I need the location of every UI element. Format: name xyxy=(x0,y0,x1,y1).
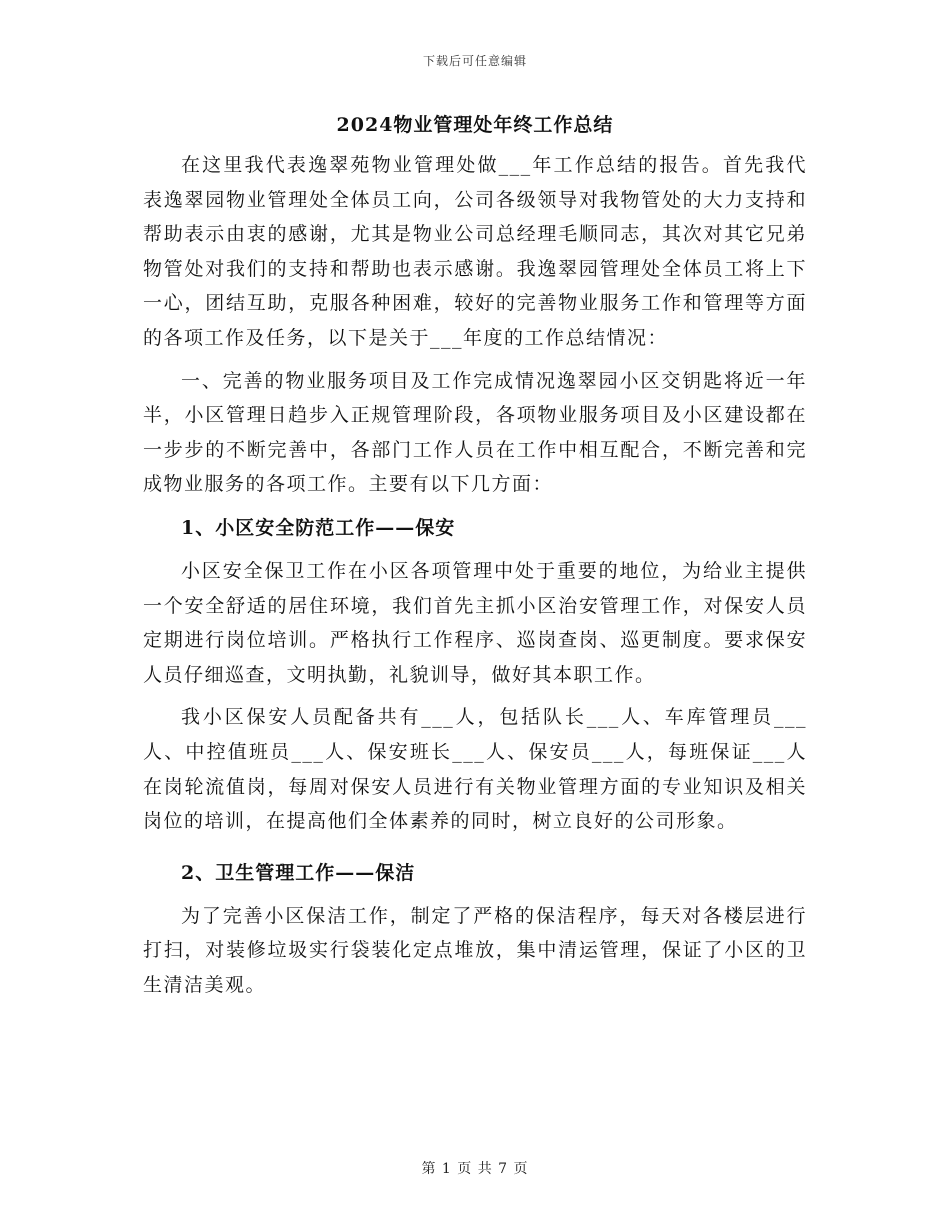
paragraph-security-staff: 我小区保安人员配备共有___人，包括队长___人、车库管理员___人、中控值班员___人、保安班长___人、保安员___人，每班保证___人在岗轮流值岗，每周对保安人员进行有关物业管理方面的专业知识及相关岗位的培训，在提高他们全体素养的同时，树立良好的公司形象。 xyxy=(143,706,807,833)
header-note: 下载后可任意编辑 xyxy=(422,54,527,68)
document-body xyxy=(143,108,807,1002)
paragraph-intro: 在这里我代表逸翠苑物业管理处做___年工作总结的报告。首先我代表逸翠园物业管理处全体员工向，公司各级领导对我物管处的大力支持和帮助表示由衷的感谢，尤其是物业公司总经理毛顺同志，其次对其它兄弟物管处对我们的支持和帮助也表示感谢。我逸翠园管理处全体员工将上下一心，团结互助，克服各种困难，较好的完善物业服务工作和管理等方面的各项工作及任务，以下是关于___年度的工作总结情况： xyxy=(143,154,807,349)
paragraph-sanitation-work: 为了完善小区保洁工作，制定了严格的保洁程序，每天对各楼层进行打扫，对装修垃圾实行袋装化定点堆放，集中清运管理，保证了小区的卫生清洁美观。 xyxy=(143,904,807,996)
heading-sanitation: 2、卫生管理工作——保洁 xyxy=(181,861,416,884)
spacer xyxy=(143,546,807,554)
heading-security: 1、小区安全防范工作——保安 xyxy=(181,516,456,539)
spacer xyxy=(143,502,807,510)
page-number: 第 1 页 共 7 页 xyxy=(421,1161,529,1177)
spacer xyxy=(143,356,807,364)
paragraph-security-work: 小区安全保卫工作在小区各项管理中处于重要的地位，为给业主提供一个安全舒适的居住环境，我们首先主抓小区治安管理工作，对保安人员定期进行岗位培训。严格执行工作程序、巡岗查岗、巡更制度。要求保安人员仔细巡查，文明执勤，礼貌训导，做好其本职工作。 xyxy=(143,559,807,686)
document-title: 2024物业管理处年终工作总结 xyxy=(336,114,614,136)
paragraph-section-one: 一、完善的物业服务项目及工作完成情况逸翠园小区交钥匙将近一年半，小区管理日趋步入正规管理阶段，各项物业服务项目及小区建设都在一步步的不断完善中，各部门工作人员在工作中相互配合，不断完善和完成物业服务的各项工作。主要有以下几方面： xyxy=(143,369,807,496)
spacer xyxy=(143,891,807,899)
spacer xyxy=(143,839,807,855)
spacer xyxy=(143,692,807,700)
